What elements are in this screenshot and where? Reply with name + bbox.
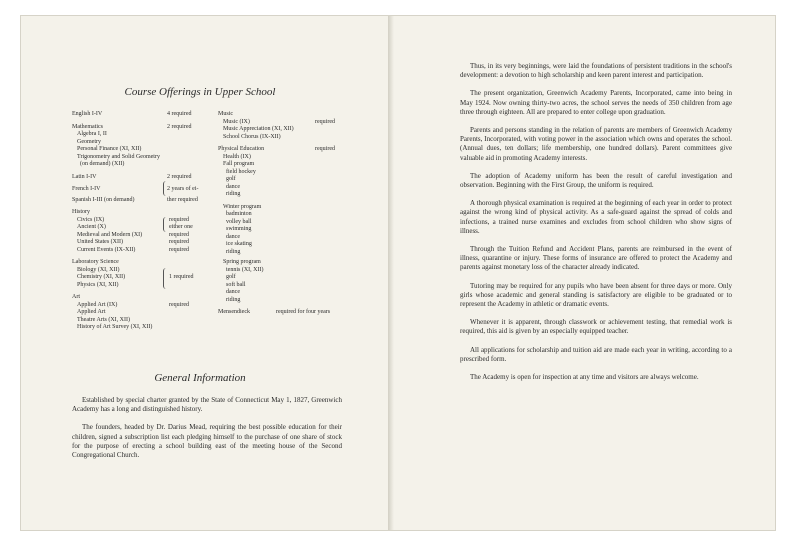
list-item: Algebra I, II bbox=[77, 131, 107, 137]
right-page-text bbox=[460, 62, 732, 391]
course-music: Music bbox=[218, 111, 233, 117]
list-item: History of Art Survey (XI, XII) bbox=[77, 324, 153, 330]
general-info-text bbox=[72, 396, 342, 469]
paragraph: Whenever it is apparent, through classwork or achievement testing, that remedial work is required, this aid is given by an especially equipped teacher. bbox=[460, 318, 732, 336]
paragraph: Through the Tuition Refund and Accident Plans, parents are reimbursed in the event of illness, quarantine or injury. These forms of insurance are offered to protect the Academy and parents against monetary loss of the character already indicated. bbox=[460, 245, 732, 272]
paragraph: Thus, in its very beginnings, were laid the foundations of persistent traditions in the school's development: a devotion to high scholarship and keen parent interest and participation. bbox=[460, 62, 732, 80]
general-info-title: General Information bbox=[154, 372, 246, 384]
language-brace bbox=[163, 181, 167, 196]
list-item: Chemistry (XI, XII) 1 required bbox=[77, 274, 194, 280]
course-pe: Physical Education required bbox=[218, 146, 335, 152]
list-item: Trigonometry and Solid Geometry bbox=[77, 153, 160, 160]
course-history: History bbox=[72, 209, 90, 215]
paragraph: All applications for scholarship and tuition aid are made each year in writing, according to a prescribed form. bbox=[460, 345, 732, 363]
course-lab-science: Laboratory Science bbox=[72, 259, 119, 265]
page-fold bbox=[388, 16, 394, 530]
list-item: Music Appreciation (XI, XII) bbox=[223, 126, 294, 132]
course-latin: Latin I-IV 2 required bbox=[72, 173, 192, 180]
list-item: riding bbox=[226, 248, 241, 255]
list-item: Medieval and Modern (XI) required bbox=[77, 231, 189, 238]
list-item: badminton bbox=[226, 211, 252, 217]
list-item: Geometry bbox=[77, 138, 101, 145]
list-item: Current Events (IX-XII) required bbox=[77, 246, 189, 253]
paragraph: Parents and persons standing in the relation of parents are members of Greenwich Academy Parents, Incorporated, with voting power in the association which owns and operates the school. (Annual dues, ten dollars; life membership, one hundred dollars). Parent committees give valuable aid in promoting Academy interests. bbox=[460, 126, 732, 162]
list-item: Music (IX) required bbox=[223, 118, 335, 125]
course-math: Mathematics 2 required bbox=[72, 123, 192, 130]
list-item: (on demand) (XII) bbox=[80, 161, 125, 167]
list-item: Winter program bbox=[223, 203, 262, 210]
list-item: riding bbox=[226, 191, 241, 197]
course-column-2 bbox=[218, 111, 368, 317]
list-item: dance bbox=[226, 183, 240, 190]
list-item: field hockey bbox=[226, 168, 256, 175]
list-item: Biology (XI, XII) bbox=[77, 266, 120, 273]
list-item: Spring program bbox=[223, 259, 261, 265]
list-item: United States (XII) required bbox=[77, 239, 189, 245]
list-item: dance bbox=[226, 233, 240, 240]
course-offerings-title: Course Offerings in Upper School bbox=[124, 86, 276, 98]
list-item: riding bbox=[226, 296, 241, 303]
list-item: soft ball bbox=[226, 281, 246, 288]
list-item: tennis (XI, XII) bbox=[226, 266, 264, 273]
paragraph: Established by special charter granted by the State of Connecticut May 1, 1827, Greenwich Academy has a long and distinguished history. bbox=[72, 396, 342, 414]
course-french: French I-IV 2 years of ei- bbox=[72, 186, 199, 192]
list-item: Theatre Arts (XI, XII) bbox=[77, 316, 130, 323]
list-item: dance bbox=[226, 289, 240, 295]
paragraph: The Academy is open for inspection at any time and visitors are always welcome. bbox=[470, 373, 699, 382]
paragraph: The adoption of Academy uniform has been the result of careful investigation and observation. Beginning with the First Group, the uniform is required. bbox=[460, 171, 732, 190]
list-item: swimming bbox=[226, 226, 252, 232]
list-item: Fall program bbox=[223, 161, 255, 167]
list-item: Ancient (X) either one bbox=[77, 224, 193, 230]
list-item: Physics (XI, XII) bbox=[77, 281, 119, 288]
course-art: Art bbox=[72, 294, 80, 300]
list-item: volley ball bbox=[226, 218, 252, 225]
science-brace bbox=[163, 268, 167, 289]
history-brace bbox=[163, 217, 167, 232]
list-item: Personal Finance (XI, XII) bbox=[77, 146, 142, 152]
list-item: golf bbox=[226, 274, 236, 280]
paragraph: Tutoring may be required for any pupils who have been absent for three days or more. Only girls whose academic and general standing is satisfactory are eligible to be graduated or to represent the Academy in athletic or dramatic events. bbox=[460, 281, 732, 309]
paragraph: The founders, headed by Dr. Darius Mead, requiring the best possible education for their children, signed a subscription list each pledging himself to the purchase of one share of stock for the purpose of erecting a school building east of the meeting house of the Second Congregational Church. bbox=[72, 423, 342, 460]
course-mensendieck: Mensendieck required for four years bbox=[218, 309, 331, 315]
list-item: Civics (IX) required bbox=[77, 216, 189, 223]
list-item: golf bbox=[226, 176, 236, 182]
list-item: School Chorus (IX-XII) bbox=[223, 133, 281, 140]
course-column-1 bbox=[72, 111, 212, 332]
list-item: ice skating bbox=[226, 241, 252, 247]
list-item: Applied Art (IX) required bbox=[77, 301, 189, 308]
paragraph: A thorough physical examination is required at the beginning of each year in order to protect against the wrong kind of physical activity. As a safe-guard against the spread of colds and infections, a trained nurse examines and excludes from school children who show signs of illness. bbox=[460, 199, 732, 235]
list-item: Health (IX) bbox=[223, 153, 251, 160]
course-spanish: Spanish I-III (on demand) ther required bbox=[72, 196, 198, 203]
course-english: English I-IV 4 required bbox=[72, 111, 192, 117]
paragraph: The present organization, Greenwich Academy Parents, Incorporated, came into being in May 1924. Now owning thirty-two acres, the school serves the needs of 350 children from age three through eighteen. All are prepared to enter college upon graduation. bbox=[460, 89, 732, 116]
list-item: Applied Art bbox=[77, 309, 106, 315]
